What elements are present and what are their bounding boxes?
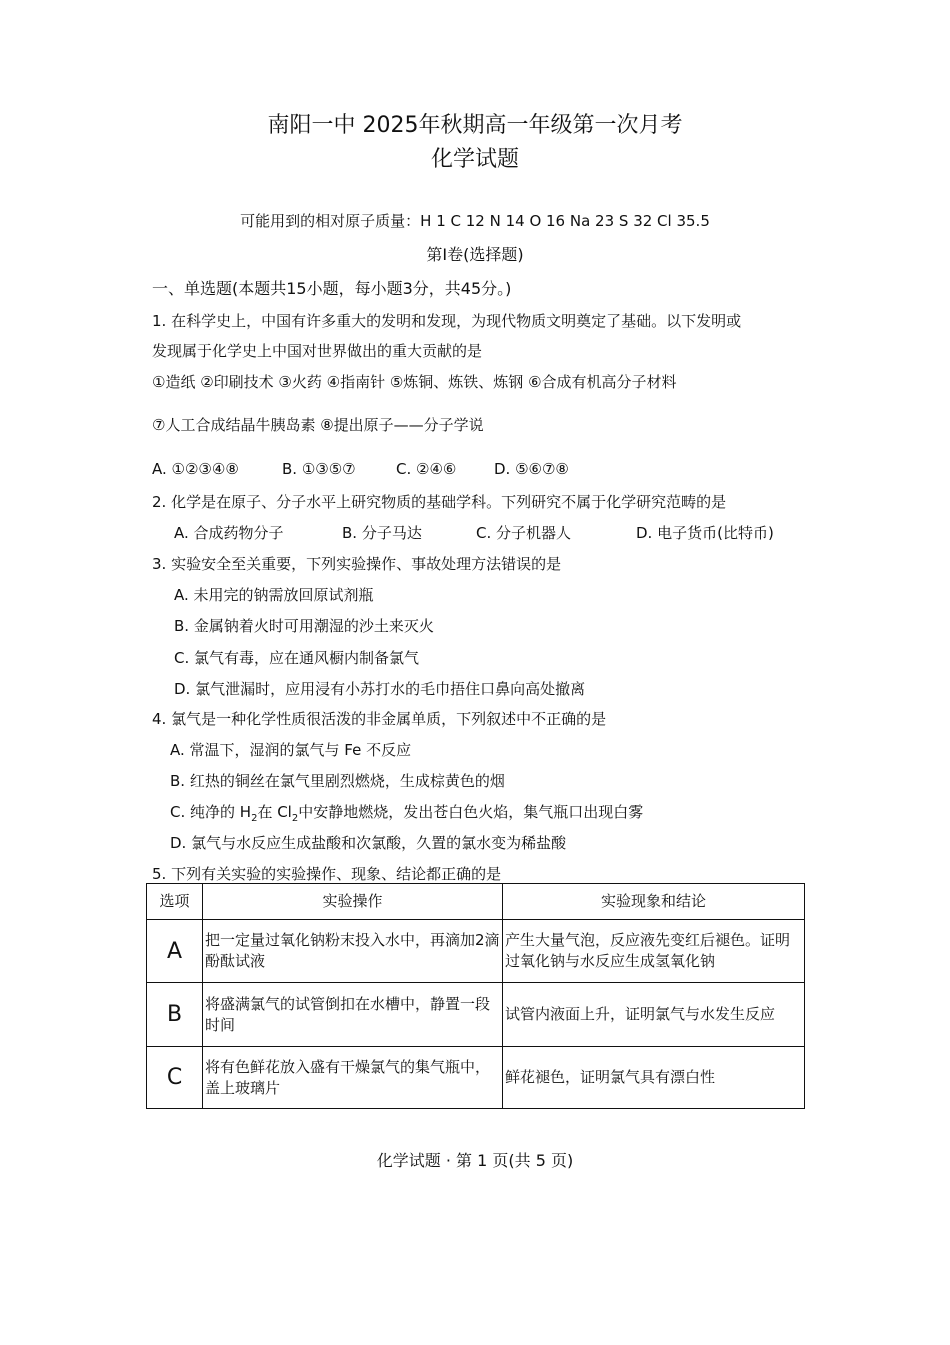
q5-stem: 5. 下列有关实验的实验操作、现象、结论都正确的是: [152, 865, 502, 883]
row-result: 鲜花褪色，证明氯气具有漂白性: [503, 1047, 805, 1109]
subject-title: 化学试题: [430, 147, 519, 172]
table-header-row: [147, 884, 805, 920]
q4-stem: 4. 氯气是一种化学性质很活泼的非金属单质，下列叙述中不正确的是: [152, 710, 607, 728]
row-operation: 将盛满氯气的试管倒扣在水槽中，静置一段时间: [203, 983, 503, 1047]
q2-option-c: C. 分子机器人: [476, 524, 572, 542]
row-label: C: [147, 1047, 203, 1109]
exam-title: 南阳一中 2025年秋期高一年级第一次月考: [267, 113, 683, 138]
row-operation: 将有色鲜花放入盛有干燥氯气的集气瓶中，盖上玻璃片: [203, 1047, 503, 1109]
q2-stem: 2. 化学是在原子、分子水平上研究物质的基础学科。下列研究不属于化学研究范畴的是: [152, 493, 727, 511]
header-operation: 实验操作: [203, 884, 503, 920]
q4-option-c-part1: C. 纯净的 H: [170, 803, 252, 821]
row-operation: 把一定量过氧化钠粉末投入水中，再滴加2滴酚酞试液: [203, 920, 503, 983]
row-label: A: [147, 920, 203, 983]
q1-option-c: C. ②④⑥: [396, 460, 457, 478]
q4-option-c: [170, 801, 643, 824]
q1-option-d: D. ⑤⑥⑦⑧: [494, 460, 569, 478]
q1-stem-line2: 发现属于化学史上中国对世界做出的重大贡献的是: [152, 342, 483, 360]
q4-option-d: D. 氯气与水反应生成盐酸和次氯酸，久置的氯水变为稀盐酸: [170, 834, 567, 852]
q3-option-c: C. 氯气有毒，应在通风橱内制备氯气: [174, 649, 420, 667]
row-result: 试管内液面上升，证明氯气与水发生反应: [503, 983, 805, 1047]
q1-items-line2: ⑦人工合成结晶牛胰岛素 ⑧提出原子——分子学说: [152, 416, 484, 434]
row-label: B: [147, 983, 203, 1047]
q4-option-c-sub2: 2: [291, 813, 299, 824]
row-result: 产生大量气泡，反应液先变红后褪色。证明过氧化钠与水反应生成氢氧化钠: [503, 920, 805, 983]
q3-option-b: B. 金属钠着火时可用潮湿的沙土来灭火: [174, 617, 434, 635]
q1-option-b: B. ①③⑤⑦: [282, 460, 356, 478]
q4-option-c-sub1: 2: [251, 813, 258, 824]
table-row: [147, 920, 805, 983]
q4-option-a: A. 常温下，湿润的氯气与 Fe 不反应: [170, 741, 412, 759]
q1-stem-line1: 1. 在科学史上，中国有许多重大的发明和发现，为现代物质文明奠定了基础。以下发明或: [152, 312, 742, 330]
page-footer: 化学试题 · 第 1 页(共 5 页): [376, 1151, 574, 1170]
q4-option-c-part3: 中安静地燃烧，发出苍白色火焰，集气瓶口出现白雾: [298, 803, 644, 821]
q3-stem: 3. 实验安全至关重要，下列实验操作、事故处理方法错误的是: [152, 555, 562, 573]
header-result: 实验现象和结论: [503, 884, 805, 920]
q4-option-c-part2: 在 Cl: [257, 803, 292, 821]
q2-option-d: D. 电子货币(比特币): [636, 524, 774, 542]
q3-option-a: A. 未用完的钠需放回原试剂瓶: [174, 586, 374, 604]
q1-option-a: A. ①②③④⑧: [152, 460, 239, 478]
table-row: [147, 1047, 805, 1109]
q4-option-b: B. 红热的铜丝在氯气里剧烈燃烧，生成棕黄色的烟: [170, 772, 505, 790]
section-heading: 一、单选题(本题共15小题，每小题3分，共45分。): [152, 279, 512, 298]
q5-table: [146, 883, 805, 1109]
q3-option-d: D. 氯气泄漏时，应用浸有小苏打水的毛巾捂住口鼻向高处撤离: [174, 680, 586, 698]
header-option: 选项: [147, 884, 203, 920]
q1-items-line1: ①造纸 ②印刷技术 ③火药 ④指南针 ⑤炼铜、炼铁、炼钢 ⑥合成有机高分子材料: [152, 373, 677, 391]
q2-option-b: B. 分子马达: [342, 524, 422, 542]
atomic-masses: 可能用到的相对原子质量：H 1 C 12 N 14 O 16 Na 23 S 32 Cl 35.5: [240, 212, 710, 230]
q2-option-a: A. 合成药物分子: [174, 524, 284, 542]
volume-title: 第Ⅰ卷(选择题): [426, 245, 524, 264]
table-row: [147, 983, 805, 1047]
